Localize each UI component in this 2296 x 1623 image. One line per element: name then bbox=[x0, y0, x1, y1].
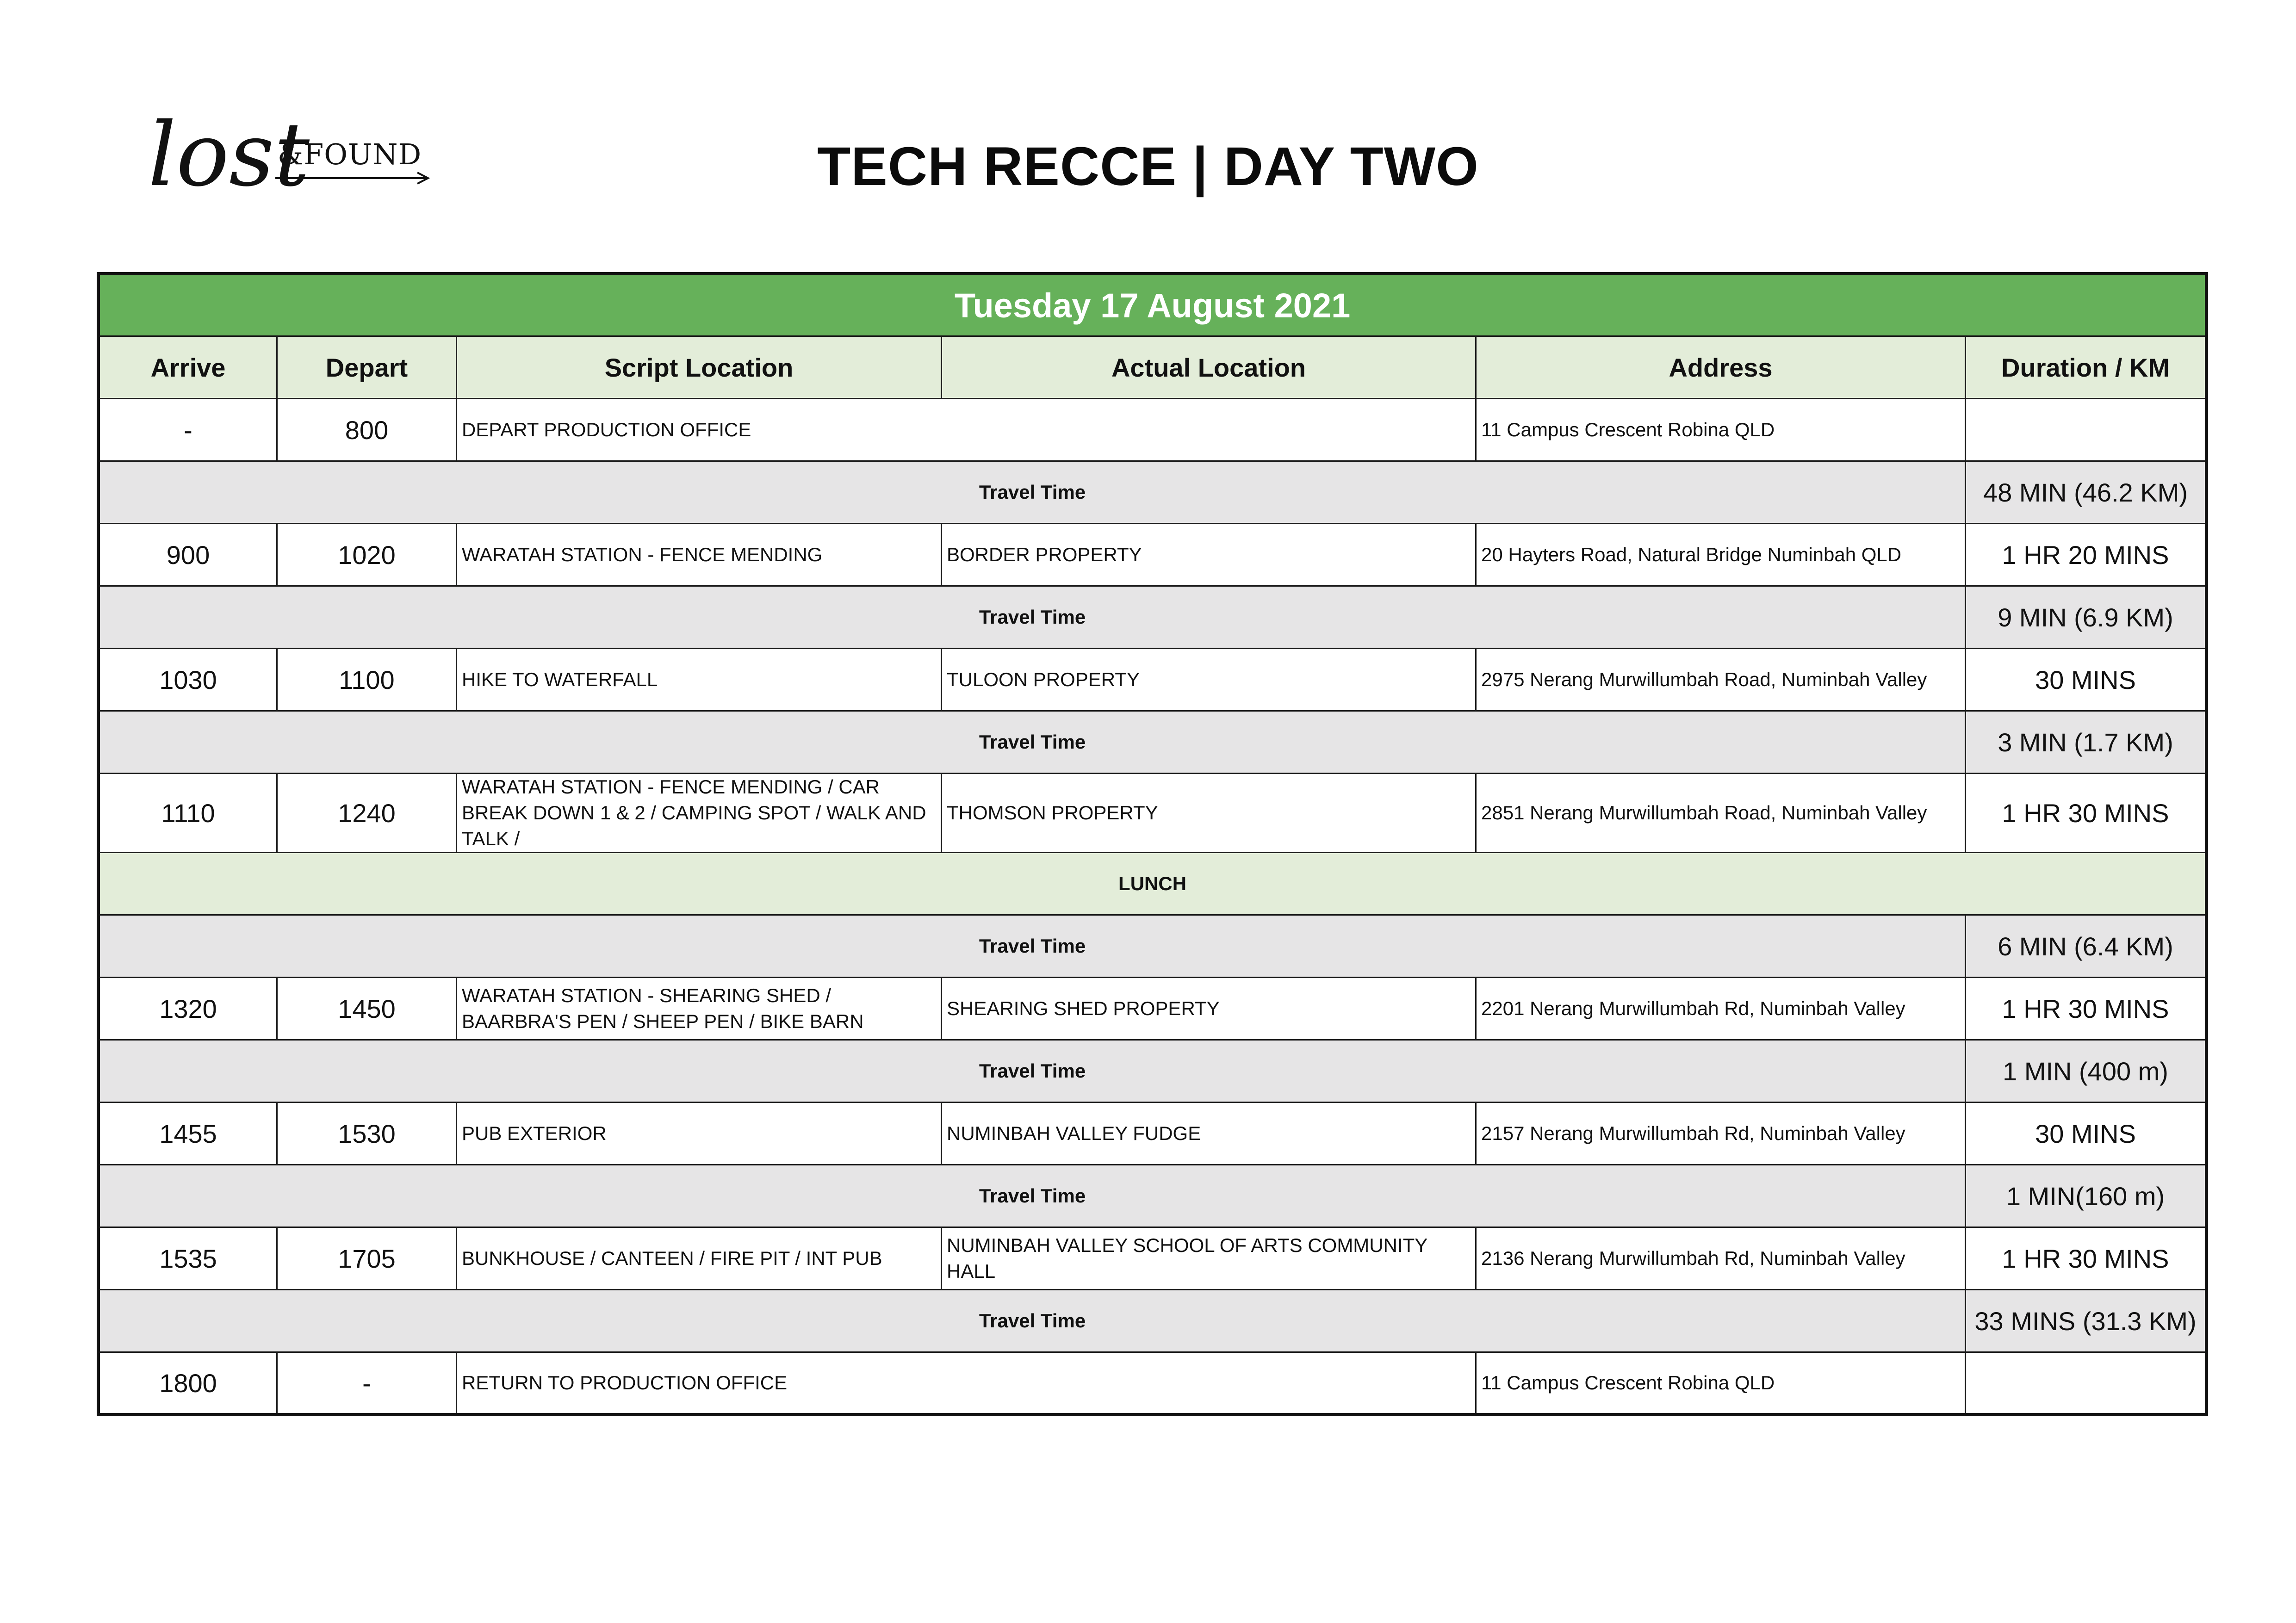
travel-time-label: Travel Time bbox=[99, 1290, 1966, 1352]
duration-cell: 30 MINS bbox=[1966, 1103, 2207, 1165]
travel-time-label: Travel Time bbox=[99, 1040, 1966, 1103]
arrive-cell: 900 bbox=[99, 524, 277, 586]
travel-duration-cell: 6 MIN (6.4 KM) bbox=[1966, 915, 2207, 978]
duration-cell: 1 HR 30 MINS bbox=[1966, 774, 2207, 853]
address-cell: 20 Hayters Road, Natural Bridge Numinbah QLD bbox=[1476, 524, 1966, 586]
script-location-cell: PUB EXTERIOR bbox=[457, 1103, 942, 1165]
travel-duration-cell: 33 MINS (31.3 KM) bbox=[1966, 1290, 2207, 1352]
duration-cell: 1 HR 20 MINS bbox=[1966, 524, 2207, 586]
header-duration: Duration / KM bbox=[1966, 336, 2207, 399]
table-row bbox=[99, 1352, 2207, 1415]
depart-cell: 1705 bbox=[277, 1227, 457, 1290]
travel-duration-cell: 1 MIN (400 m) bbox=[1966, 1040, 2207, 1103]
travel-time-label: Travel Time bbox=[99, 915, 1966, 978]
lunch-row bbox=[99, 853, 2207, 915]
depart-cell: 1240 bbox=[277, 774, 457, 853]
lunch-label: LUNCH bbox=[99, 853, 2207, 915]
script-location-cell: DEPART PRODUCTION OFFICE bbox=[457, 399, 1476, 461]
travel-row bbox=[99, 1290, 2207, 1352]
script-location-cell: RETURN TO PRODUCTION OFFICE bbox=[457, 1352, 1476, 1415]
arrive-cell: 1110 bbox=[99, 774, 277, 853]
duration-cell: 30 MINS bbox=[1966, 649, 2207, 711]
arrive-cell: 1455 bbox=[99, 1103, 277, 1165]
actual-location-cell: NUMINBAH VALLEY SCHOOL OF ARTS COMMUNITY HALL bbox=[942, 1227, 1476, 1290]
script-location-cell: WARATAH STATION - FENCE MENDING bbox=[457, 524, 942, 586]
travel-row bbox=[99, 915, 2207, 978]
arrive-cell: 1800 bbox=[99, 1352, 277, 1415]
header-arrive: Arrive bbox=[99, 336, 277, 399]
script-location-cell: WARATAH STATION - SHEARING SHED / BAARBRA'S PEN / SHEEP PEN / BIKE BARN bbox=[457, 978, 942, 1040]
table-row bbox=[99, 649, 2207, 711]
depart-cell: 1020 bbox=[277, 524, 457, 586]
script-location-cell: HIKE TO WATERFALL bbox=[457, 649, 942, 711]
table-row bbox=[99, 1227, 2207, 1290]
actual-location-cell: SHEARING SHED PROPERTY bbox=[942, 978, 1476, 1040]
table-row bbox=[99, 774, 2207, 853]
depart-cell: 1100 bbox=[277, 649, 457, 711]
page-title: TECH RECCE | DAY TWO bbox=[817, 136, 1479, 197]
depart-cell: - bbox=[277, 1352, 457, 1415]
address-cell: 2851 Nerang Murwillumbah Road, Numinbah Valley bbox=[1476, 774, 1966, 853]
arrive-cell: 1535 bbox=[99, 1227, 277, 1290]
travel-row bbox=[99, 1040, 2207, 1103]
actual-location-cell: BORDER PROPERTY bbox=[942, 524, 1476, 586]
header-row bbox=[99, 336, 2207, 399]
address-cell: 2157 Nerang Murwillumbah Rd, Numinbah Valley bbox=[1476, 1103, 1966, 1165]
script-location-cell: BUNKHOUSE / CANTEEN / FIRE PIT / INT PUB bbox=[457, 1227, 942, 1290]
date-row bbox=[99, 274, 2207, 336]
logo-caps-text: &FOUND bbox=[278, 137, 422, 171]
travel-duration-cell: 3 MIN (1.7 KM) bbox=[1966, 711, 2207, 774]
actual-location-cell: THOMSON PROPERTY bbox=[942, 774, 1476, 853]
travel-row bbox=[99, 711, 2207, 774]
depart-cell: 1530 bbox=[277, 1103, 457, 1165]
header-actual-location: Actual Location bbox=[942, 336, 1476, 399]
travel-duration-cell: 48 MIN (46.2 KM) bbox=[1966, 461, 2207, 524]
actual-location-cell: TULOON PROPERTY bbox=[942, 649, 1476, 711]
schedule-table bbox=[97, 272, 2208, 1416]
address-cell: 11 Campus Crescent Robina QLD bbox=[1476, 399, 1966, 461]
header-depart: Depart bbox=[277, 336, 457, 399]
duration-cell bbox=[1966, 1352, 2207, 1415]
arrive-cell: 1030 bbox=[99, 649, 277, 711]
travel-time-label: Travel Time bbox=[99, 586, 1966, 649]
duration-cell bbox=[1966, 399, 2207, 461]
travel-duration-cell: 1 MIN(160 m) bbox=[1966, 1165, 2207, 1227]
depart-cell: 800 bbox=[277, 399, 457, 461]
table-row bbox=[99, 524, 2207, 586]
arrive-cell: 1320 bbox=[99, 978, 277, 1040]
table-row bbox=[99, 1103, 2207, 1165]
travel-time-label: Travel Time bbox=[99, 1165, 1966, 1227]
travel-row bbox=[99, 1165, 2207, 1227]
duration-cell: 1 HR 30 MINS bbox=[1966, 978, 2207, 1040]
travel-time-label: Travel Time bbox=[99, 711, 1966, 774]
header-address: Address bbox=[1476, 336, 1966, 399]
logo-script-text: lost bbox=[148, 104, 310, 206]
travel-row bbox=[99, 461, 2207, 524]
table-row bbox=[99, 978, 2207, 1040]
address-cell: 2975 Nerang Murwillumbah Road, Numinbah Valley bbox=[1476, 649, 1966, 711]
travel-duration-cell: 9 MIN (6.9 KM) bbox=[1966, 586, 2207, 649]
depart-cell: 1450 bbox=[277, 978, 457, 1040]
address-cell: 2136 Nerang Murwillumbah Rd, Numinbah Valley bbox=[1476, 1227, 1966, 1290]
travel-row bbox=[99, 586, 2207, 649]
travel-time-label: Travel Time bbox=[99, 461, 1966, 524]
table-row bbox=[99, 399, 2207, 461]
schedule-date: Tuesday 17 August 2021 bbox=[99, 274, 2207, 336]
script-location-cell: WARATAH STATION - FENCE MENDING / CAR BREAK DOWN 1 & 2 / CAMPING SPOT / WALK AND TALK / bbox=[457, 774, 942, 853]
address-cell: 2201 Nerang Murwillumbah Rd, Numinbah Valley bbox=[1476, 978, 1966, 1040]
actual-location-cell: NUMINBAH VALLEY FUDGE bbox=[942, 1103, 1476, 1165]
duration-cell: 1 HR 30 MINS bbox=[1966, 1227, 2207, 1290]
arrive-cell: - bbox=[99, 399, 277, 461]
header-script-location: Script Location bbox=[457, 336, 942, 399]
address-cell: 11 Campus Crescent Robina QLD bbox=[1476, 1352, 1966, 1415]
